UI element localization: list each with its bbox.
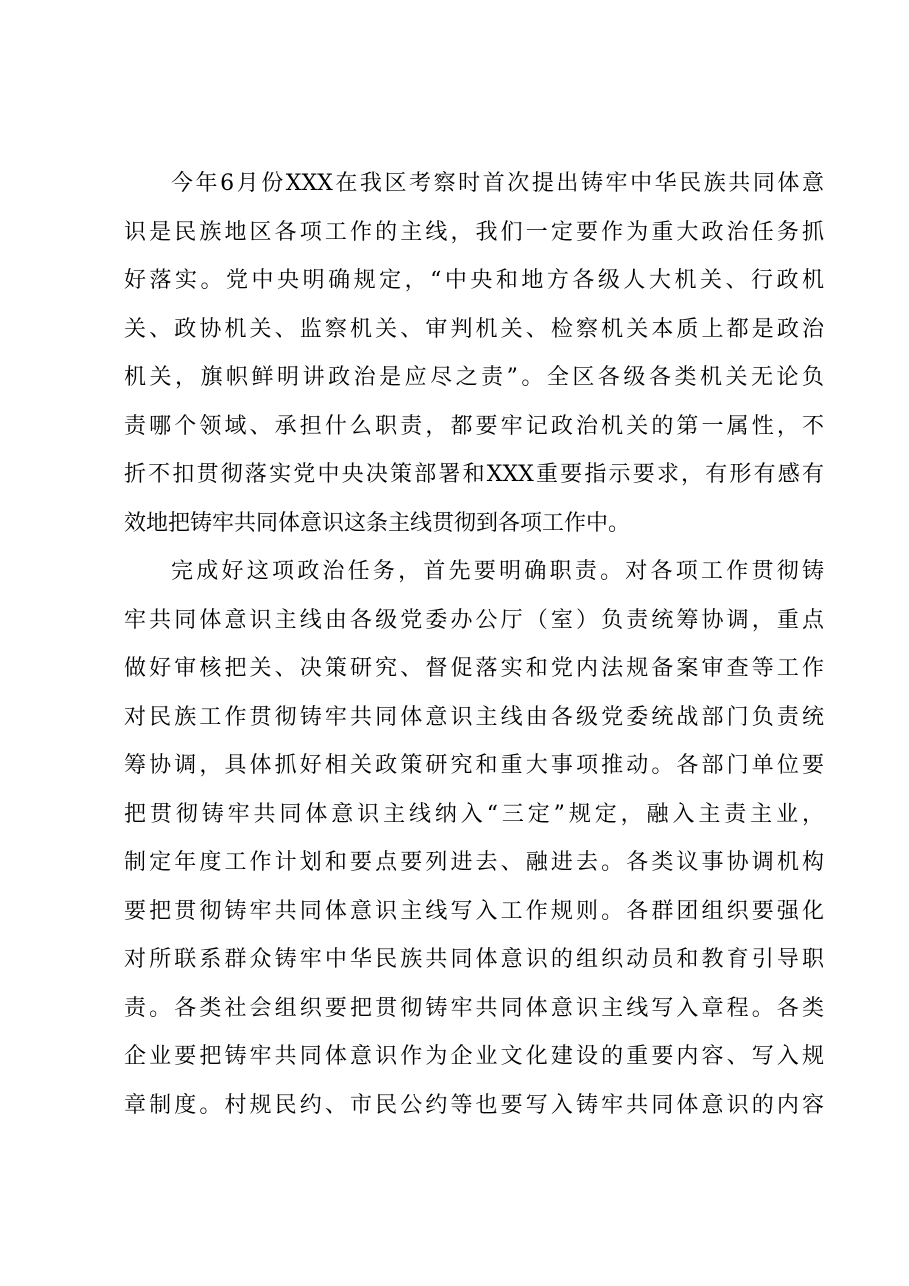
paragraph-2-line-4: 对民族工作贯彻铸牢共同体意识主线由各级党委统战部门负责统	[124, 705, 824, 730]
paragraph-2-line-12: 章制度。村规民约、市民公约等也要写入铸牢共同体意识的内容	[124, 1093, 824, 1118]
paragraph-2-line-11: 企业要把铸牢共同体意识作为企业文化建设的重要内容、写入规	[124, 1044, 824, 1069]
paragraph-2-line-2: 牢共同体意识主线由各级党委办公厅（室）负责统筹协调，重点	[124, 608, 824, 633]
paragraph-2-line-7: 制定年度工作计划和要点要列进去、融进去。各类议事协调机构	[124, 850, 824, 875]
paragraph-1-line-8: 效地把铸牢共同体意识这条主线贯彻到各项工作中。	[124, 511, 631, 536]
paragraph-2-line-9: 对所联系群众铸牢中华民族共同体意识的组织动员和教育引导职	[124, 947, 824, 972]
paragraph-1-line-1: 今年6月份XXX在我区考察时首次提出铸牢中华民族共同体意	[171, 171, 824, 196]
paragraph-2-line-8: 要把贯彻铸牢共同体意识主线写入工作规则。各群团组织要强化	[124, 899, 824, 924]
paragraph-1-line-5: 机关，旗帜鲜明讲政治是应尽之责”。全区各级各类机关无论负	[124, 365, 824, 390]
paragraph-2-line-10: 责。各类社会组织要把贯彻铸牢共同体意识主线写入章程。各类	[124, 996, 824, 1021]
paragraph-2-line-5: 筹协调，具体抓好相关政策研究和重大事项推动。各部门单位要	[124, 753, 824, 778]
paragraph-1-line-6: 责哪个领域、承担什么职责，都要牢记政治机关的第一属性，不	[124, 414, 824, 439]
paragraph-1-line-3: 好落实。党中央明确规定，“中央和地方各级人大机关、行政机	[124, 268, 824, 293]
paragraph-2-line-3: 做好审核把关、决策研究、督促落实和党内法规备案审查等工作	[124, 656, 824, 681]
paragraph-1-line-7: 折不扣贯彻落实党中央决策部署和XXX重要指示要求，有形有感有	[124, 462, 824, 487]
paragraph-2-line-1: 完成好这项政治任务，首先要明确职责。对各项工作贯彻铸	[171, 559, 824, 584]
paragraph-1-line-2: 识是民族地区各项工作的主线，我们一定要作为重大政治任务抓	[124, 220, 824, 245]
paragraph-1-line-4: 关、政协机关、监察机关、审判机关、检察机关本质上都是政治	[124, 317, 824, 342]
paragraph-2-line-6: 把贯彻铸牢共同体意识主线纳入“三定”规定，融入主责主业，	[124, 802, 824, 827]
